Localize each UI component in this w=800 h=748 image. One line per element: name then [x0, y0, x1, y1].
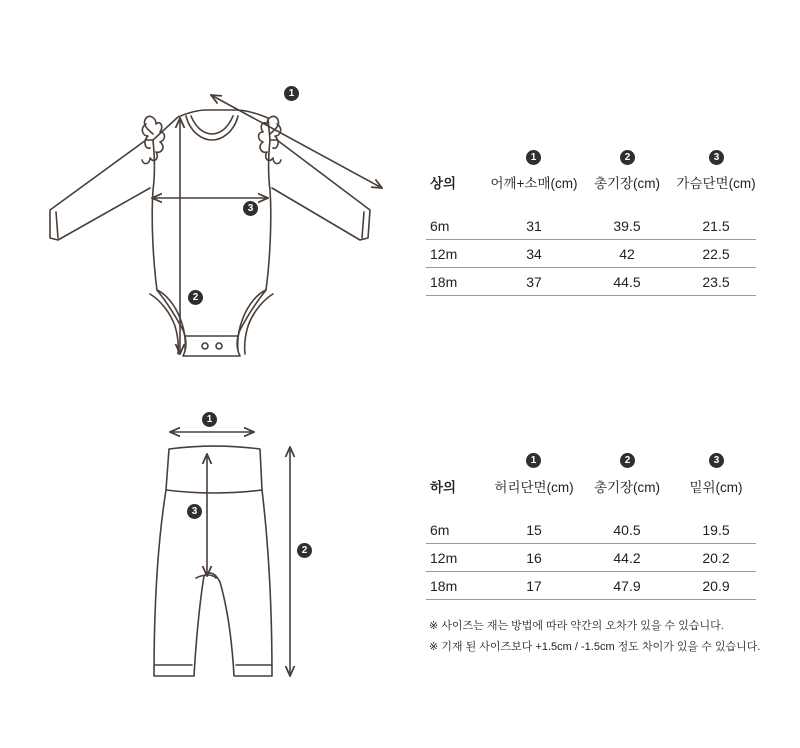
column-badge-1: 1: [526, 150, 541, 165]
pants-drawing: [154, 446, 272, 676]
header-category: 하의: [430, 480, 457, 495]
size-label: 12m: [430, 246, 458, 262]
value-cell: 44.2: [613, 550, 641, 566]
marker-3-top: 3: [243, 201, 258, 216]
header-col-1: 허리단면(cm): [494, 480, 574, 495]
value-cell: 47.9: [613, 578, 641, 594]
table-row: [426, 212, 756, 240]
value-cell: 44.5: [613, 274, 641, 290]
column-badge-1: 1: [526, 453, 541, 468]
value-cell: 19.5: [702, 522, 730, 538]
header-col-1: 어깨+소매(cm): [490, 176, 578, 191]
size-notes: [429, 616, 760, 658]
size-label: 18m: [430, 274, 458, 290]
table-header: [426, 474, 756, 502]
marker-2-bottom: 2: [297, 543, 312, 558]
table-row: [426, 240, 756, 268]
value-cell: 20.2: [702, 550, 730, 566]
bodysuit-measure-lines: [152, 95, 382, 354]
header-category: 상의: [430, 176, 457, 191]
value-cell: 23.5: [702, 274, 730, 290]
value-cell: 37: [526, 274, 542, 290]
value-cell: 42: [619, 246, 635, 262]
header-col-2: 총기장(cm): [593, 176, 661, 191]
marker-3-bottom: 3: [187, 504, 202, 519]
table-row: [426, 544, 756, 572]
value-cell: 39.5: [613, 218, 641, 234]
value-cell: 17: [526, 578, 542, 594]
table-row: [426, 572, 756, 600]
column-badge-3: 3: [709, 453, 724, 468]
size-label: 6m: [430, 218, 450, 234]
value-cell: 34: [526, 246, 542, 262]
value-cell: 15: [526, 522, 542, 538]
marker-1-bottom: 1: [202, 412, 217, 427]
table-row: [426, 516, 756, 544]
table-header: [426, 170, 756, 198]
marker-2-top: 2: [188, 290, 203, 305]
row-divider: [426, 599, 756, 600]
note-line: ※ 사이즈는 재는 방법에 따라 약간의 오차가 있을 수 있습니다.: [429, 620, 724, 632]
column-badge-3: 3: [709, 150, 724, 165]
size-label: 18m: [430, 578, 458, 594]
value-cell: 22.5: [702, 246, 730, 262]
bodysuit-drawing: [50, 110, 370, 356]
value-cell: 21.5: [702, 218, 730, 234]
header-col-2: 총기장(cm): [593, 480, 661, 495]
table-row: [426, 268, 756, 296]
row-divider: [426, 295, 756, 296]
column-badge-2: 2: [620, 453, 635, 468]
note-line: ※ 기재 된 사이즈보다 +1.5cm / -1.5cm 정도 차이가 있을 수 있습니다.: [429, 641, 761, 653]
header-col-3: 가슴단면(cm): [676, 176, 756, 191]
value-cell: 40.5: [613, 522, 641, 538]
value-cell: 20.9: [702, 578, 730, 594]
column-badge-2: 2: [620, 150, 635, 165]
marker-1-top: 1: [284, 86, 299, 101]
size-label: 12m: [430, 550, 458, 566]
value-cell: 16: [526, 550, 542, 566]
size-label: 6m: [430, 522, 450, 538]
value-cell: 31: [526, 218, 542, 234]
header-col-3: 밑위(cm): [689, 480, 743, 495]
